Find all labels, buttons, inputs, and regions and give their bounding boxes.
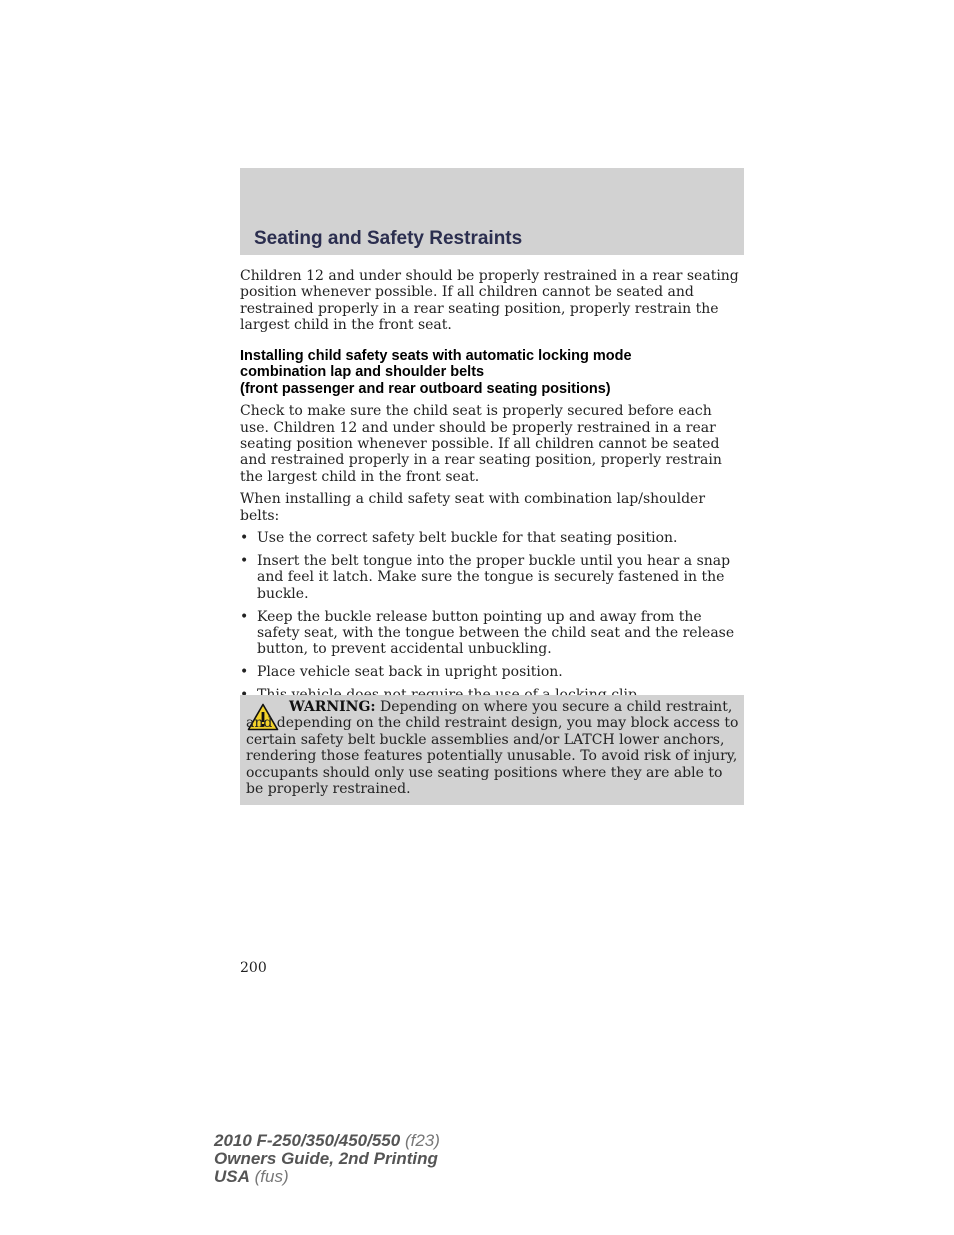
list-item [240, 664, 744, 680]
list-item-text: Use the correct safety belt buckle for that seating position. [257, 529, 678, 546]
when-installing-paragraph: When installing a child safety seat with combination lap/shoulder belts: [240, 491, 706, 524]
subheading-line-2: combination lap and shoulder belts [240, 364, 485, 381]
page-number: 200 [240, 960, 267, 976]
subheading-line-3: (front passenger and rear outboard seating positions) [240, 380, 611, 397]
list-item-text: Insert the belt tongue into the proper buckle until you hear a snap and feel it latch. Make sure the tongue is securely fastened in the buckle. [257, 552, 731, 602]
bullet-icon: • [240, 529, 249, 546]
warning-label: WARNING: [289, 699, 376, 715]
list-item [240, 609, 744, 658]
list-item-text: Keep the buckle release button pointing up and away from the safety seat, with the tongue between the child seat and the release button, to prevent accidental unbuckling. [257, 608, 735, 658]
bullet-icon: • [240, 664, 249, 681]
section-header-band [240, 168, 744, 255]
footer-market-code: (fus) [254, 1167, 289, 1186]
list-item [240, 553, 744, 602]
bullet-icon: • [240, 552, 249, 569]
footer-line-1 [214, 1132, 440, 1150]
warning-text [246, 699, 739, 797]
page-body [240, 268, 744, 710]
subheading [240, 348, 744, 398]
footer [214, 1132, 440, 1186]
check-paragraph: Check to make sure the child seat is properly secured before each use. Children 12 and under should be properly restrained in a rear seating position whenever possible. If all children cannot be seated and restrained properly in a rear seating position, properly restrain the largest child in the front seat. [240, 403, 722, 485]
footer-line-2: Owners Guide, 2nd Printing [214, 1149, 438, 1168]
list-item-text: Place vehicle seat back in upright position. [257, 664, 563, 681]
footer-market: USA [214, 1167, 250, 1186]
subheading-line-1: Installing child safety seats with automatic locking mode [240, 347, 632, 364]
footer-line-3 [214, 1168, 440, 1186]
section-title: Seating and Safety Restraints [254, 228, 523, 249]
instruction-list [240, 530, 744, 704]
intro-paragraph: Children 12 and under should be properly restrained in a rear seating position whenever possible. If all children cannot be seated and restrained properly in a rear seating position, properly restrain the largest child in the front seat. [240, 268, 739, 334]
footer-model: 2010 F-250/350/450/550 [214, 1131, 401, 1150]
footer-model-code: (f23) [404, 1131, 440, 1150]
bullet-icon: • [240, 608, 249, 625]
warning-body: Depending on where you secure a child restraint, and depending on the child restraint design, you may block access to certain safety belt buckle assemblies and/or LATCH lower anchors, rendering those features potentially unusable. To avoid risk of injury, occupants should only use seating positions where they are able to be properly restrained. [246, 699, 739, 798]
warning-box [240, 695, 744, 805]
list-item [240, 530, 744, 546]
